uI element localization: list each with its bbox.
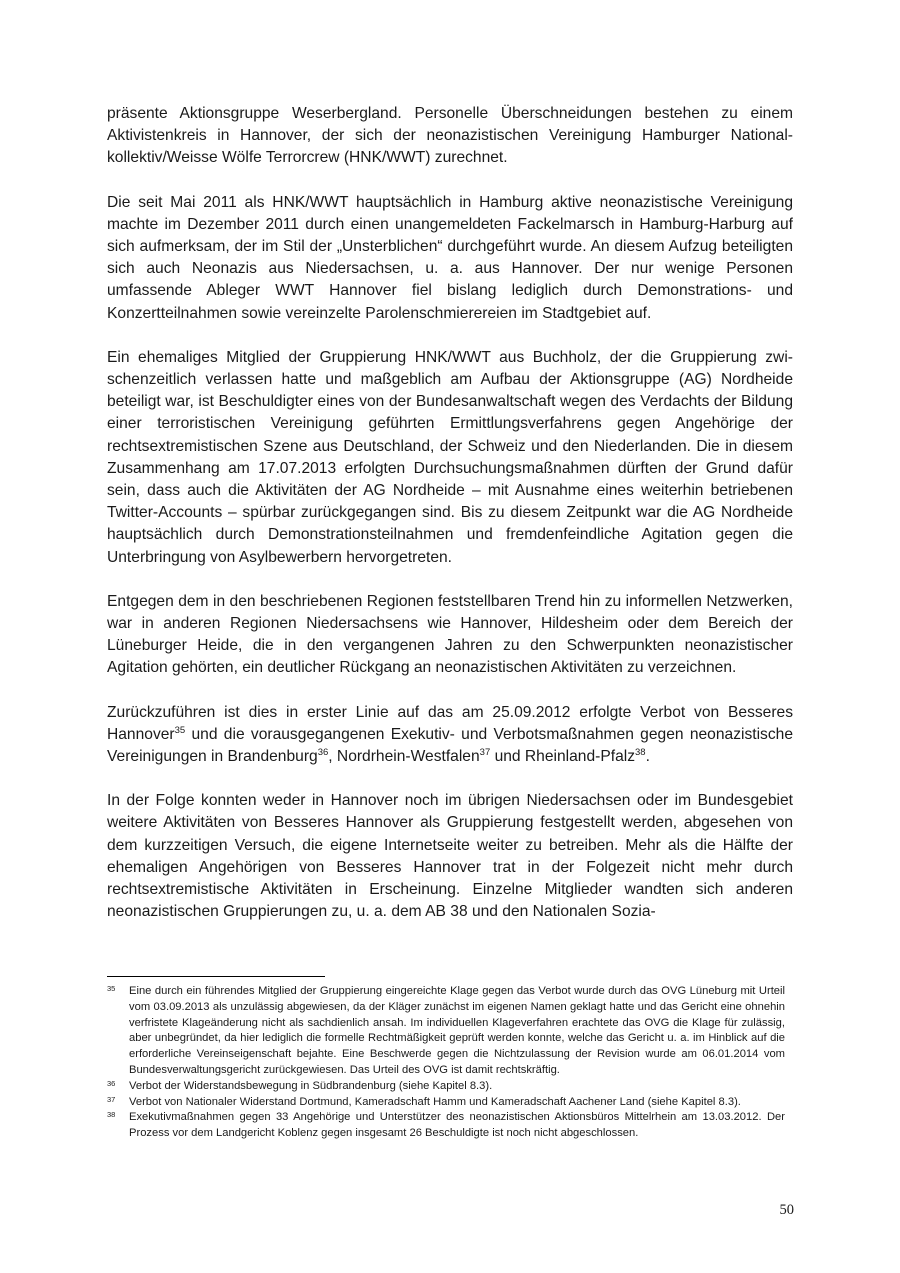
paragraph-6: In der Folge konnten weder in Hannover noch im übrigen Niedersachsen oder im Bundesgebiet weitere Aktivitäten von Besseres Hannover als Gruppierung festgestellt werden, abgesehen von dem kurzzeitigen Versuch, die eigene Internetseite weiter zu betreiben. Mehr als die Hälfte der ehemaligen Angehörigen von Besseres Hannover trat in der Folgezeit nicht mehr durch rechtsextremistische Aktivitäten in Erscheinung. Einzelne Mitglieder wandten sich anderen neonazistischen Gruppierungen zu, u. a. dem AB 38 und den Nationalen Sozia- — [107, 792, 793, 921]
footnote-number: 36 — [107, 1078, 116, 1088]
paragraph-1: präsente Aktionsgruppe Weserbergland. Personelle Überschneidungen bestehen zu einem Aktivistenkreis in Hannover, der sich der neonazistischen Vereinigung Hamburger Nationalkollektiv/Weisse Wölfe Terrorcrew (HNK/WWT) zurechnet. — [107, 105, 793, 167]
footnote-ref-37[interactable]: 37 — [479, 747, 491, 759]
footnote-37 — [107, 1095, 785, 1111]
paragraph-5-text-1: Zurückzuführen ist dies in erster Linie auf das am 25.09.2012 erfolgte Verbot von Besseres Hannover — [107, 703, 793, 743]
paragraph-5-text-2: und die vorausgegangenen Exekutiv- und Verbotsmaßnahmen gegen neonazistische Vereinigungen in Brandenburg — [107, 725, 793, 766]
body-text — [107, 103, 793, 946]
footnote-number: 38 — [107, 1110, 116, 1120]
footnote-number: 37 — [107, 1094, 116, 1104]
footnote-text: Verbot der Widerstandsbewegung in Südbrandenburg (siehe Kapitel 8.3). — [129, 1079, 493, 1092]
footnote-text: Eine durch ein führendes Mitglied der Gruppierung eingereichte Klage gegen das Verbot wurde durch das OVG Lüneburg mit Urteil vom 03.09.2013 als unzulässig abgewiesen, da der Kläger zunächst im eigenen Namen geklagt hatte und das Gericht eine ohnehin verfristete Klageänderung nicht als sachdienlich ansah. Im individuellen Klageverfahren erachtete das OVG die Klage für zulässig, aber unbegründet, da hier lediglich die formelle Rechtmäßigkeit geprüft werden konnte, welche das Gericht u. a. im Hinblick auf die erforderliche Vereinseigenschaft bejahte. Eine Beschwerde gegen die Nichtzulassung der Revision wurde am 06.01.2014 vom Bundesverwaltungsgericht zurückgewiesen. Das Urteil des OVG ist damit rechtskräftig. — [129, 985, 785, 1076]
footnotes — [107, 984, 785, 1142]
footnote-text: Verbot von Nationaler Widerstand Dortmund, Kameradschaft Hamm und Kameradschaft Aachener Land (siehe Kapitel 8.3). — [129, 1095, 741, 1108]
footnote-ref-35[interactable]: 35 — [174, 724, 186, 736]
footnote-ref-36[interactable]: 36 — [317, 747, 329, 759]
footnote-text: Exekutivmaßnahmen gegen 33 Angehörige und Unterstützer des neonazistischen Aktionsbüros Mittelrhein am 13.03.2012. Der Prozess vor dem Landgericht Koblenz gegen insgesamt 26 Beschuldigte ist noch nicht abgeschlossen. — [129, 1111, 785, 1140]
paragraph-3: Ein ehemaliges Mitglied der Gruppierung HNK/WWT aus Buchholz, der die Gruppierung zwischenzeitlich verlassen hatte und maßgeblich am Aufbau der Aktionsgruppe (AG) Nordheide beteiligt war, ist Beschuldigter eines von der Bundesanwaltschaft wegen des Verdachts der Bildung einer terroristischen Vereinigung geführten Ermittlungsverfahrens gegen Angehörige der rechtsextremistischen Szene aus Deutschland, der Schweiz und den Niederlanden. Die in diesem Zusammenhang am 17.07.2013 erfolgten Durchsuchungsmaßnahmen dürften der Grund dafür sein, dass auch die Aktivitäten der AG Nordheide – mit Ausnahme eines weiterhin betriebenen Twitter-Accounts – spürbar zurückgegangen sind. Bis zu diesem Zeitpunkt war die AG Nordheide hauptsächlich durch Demonstrationsteilnahmen und fremdenfeindliche Agitation gegen die Unterbringung von Asylbewerbern hervorgetreten. — [107, 348, 793, 566]
paragraph-2: Die seit Mai 2011 als HNK/WWT hauptsächlich in Hamburg aktive neonazistische Vereinigung machte im Dezember 2011 durch einen unangemeldeten Fackelmarsch in Hamburg-Harburg auf sich aufmerksam, der im Stil der „Unsterblichen“ durchgeführt wurde. An diesem Aufzug beteiligten sich auch Neonazis aus Niedersachsen, u. a. aus Hannover. Der nur wenige Personen umfassende Ableger WWT Hannover fiel bislang lediglich durch Demonstrations- und Konzertteilnahmen sowie vereinzelte Parolenschmierereien im Stadtgebiet auf. — [107, 193, 793, 322]
footnote-separator — [107, 976, 325, 977]
footnote-number: 35 — [107, 984, 116, 993]
footnote-38 — [107, 1110, 785, 1142]
footnote-35 — [107, 984, 785, 1079]
paragraph-5-text-4: und Rheinland-Pfalz — [490, 748, 636, 766]
paragraph-4: Entgegen dem in den beschriebenen Regionen feststellbaren Trend hin zu informellen Netzwerken, war in anderen Regionen Niedersachsens wie Hannover, Hildesheim oder dem Bereich der Lüneburger Heide, die in den vergangenen Jahren zu den Schwerpunkten neonazistischer Agitation gehörten, ein deutlicher Rückgang an neonazistischen Aktivitäten zu verzeichnen. — [107, 592, 793, 677]
footnote-ref-38[interactable]: 38 — [635, 747, 646, 759]
footnote-36 — [107, 1079, 785, 1095]
paragraph-5-text-3: , Nordrhein-Westfalen — [328, 748, 480, 766]
page-number: 50 — [779, 1202, 794, 1218]
paragraph-5 — [107, 702, 793, 769]
paragraph-5-text-5: . — [645, 748, 650, 766]
